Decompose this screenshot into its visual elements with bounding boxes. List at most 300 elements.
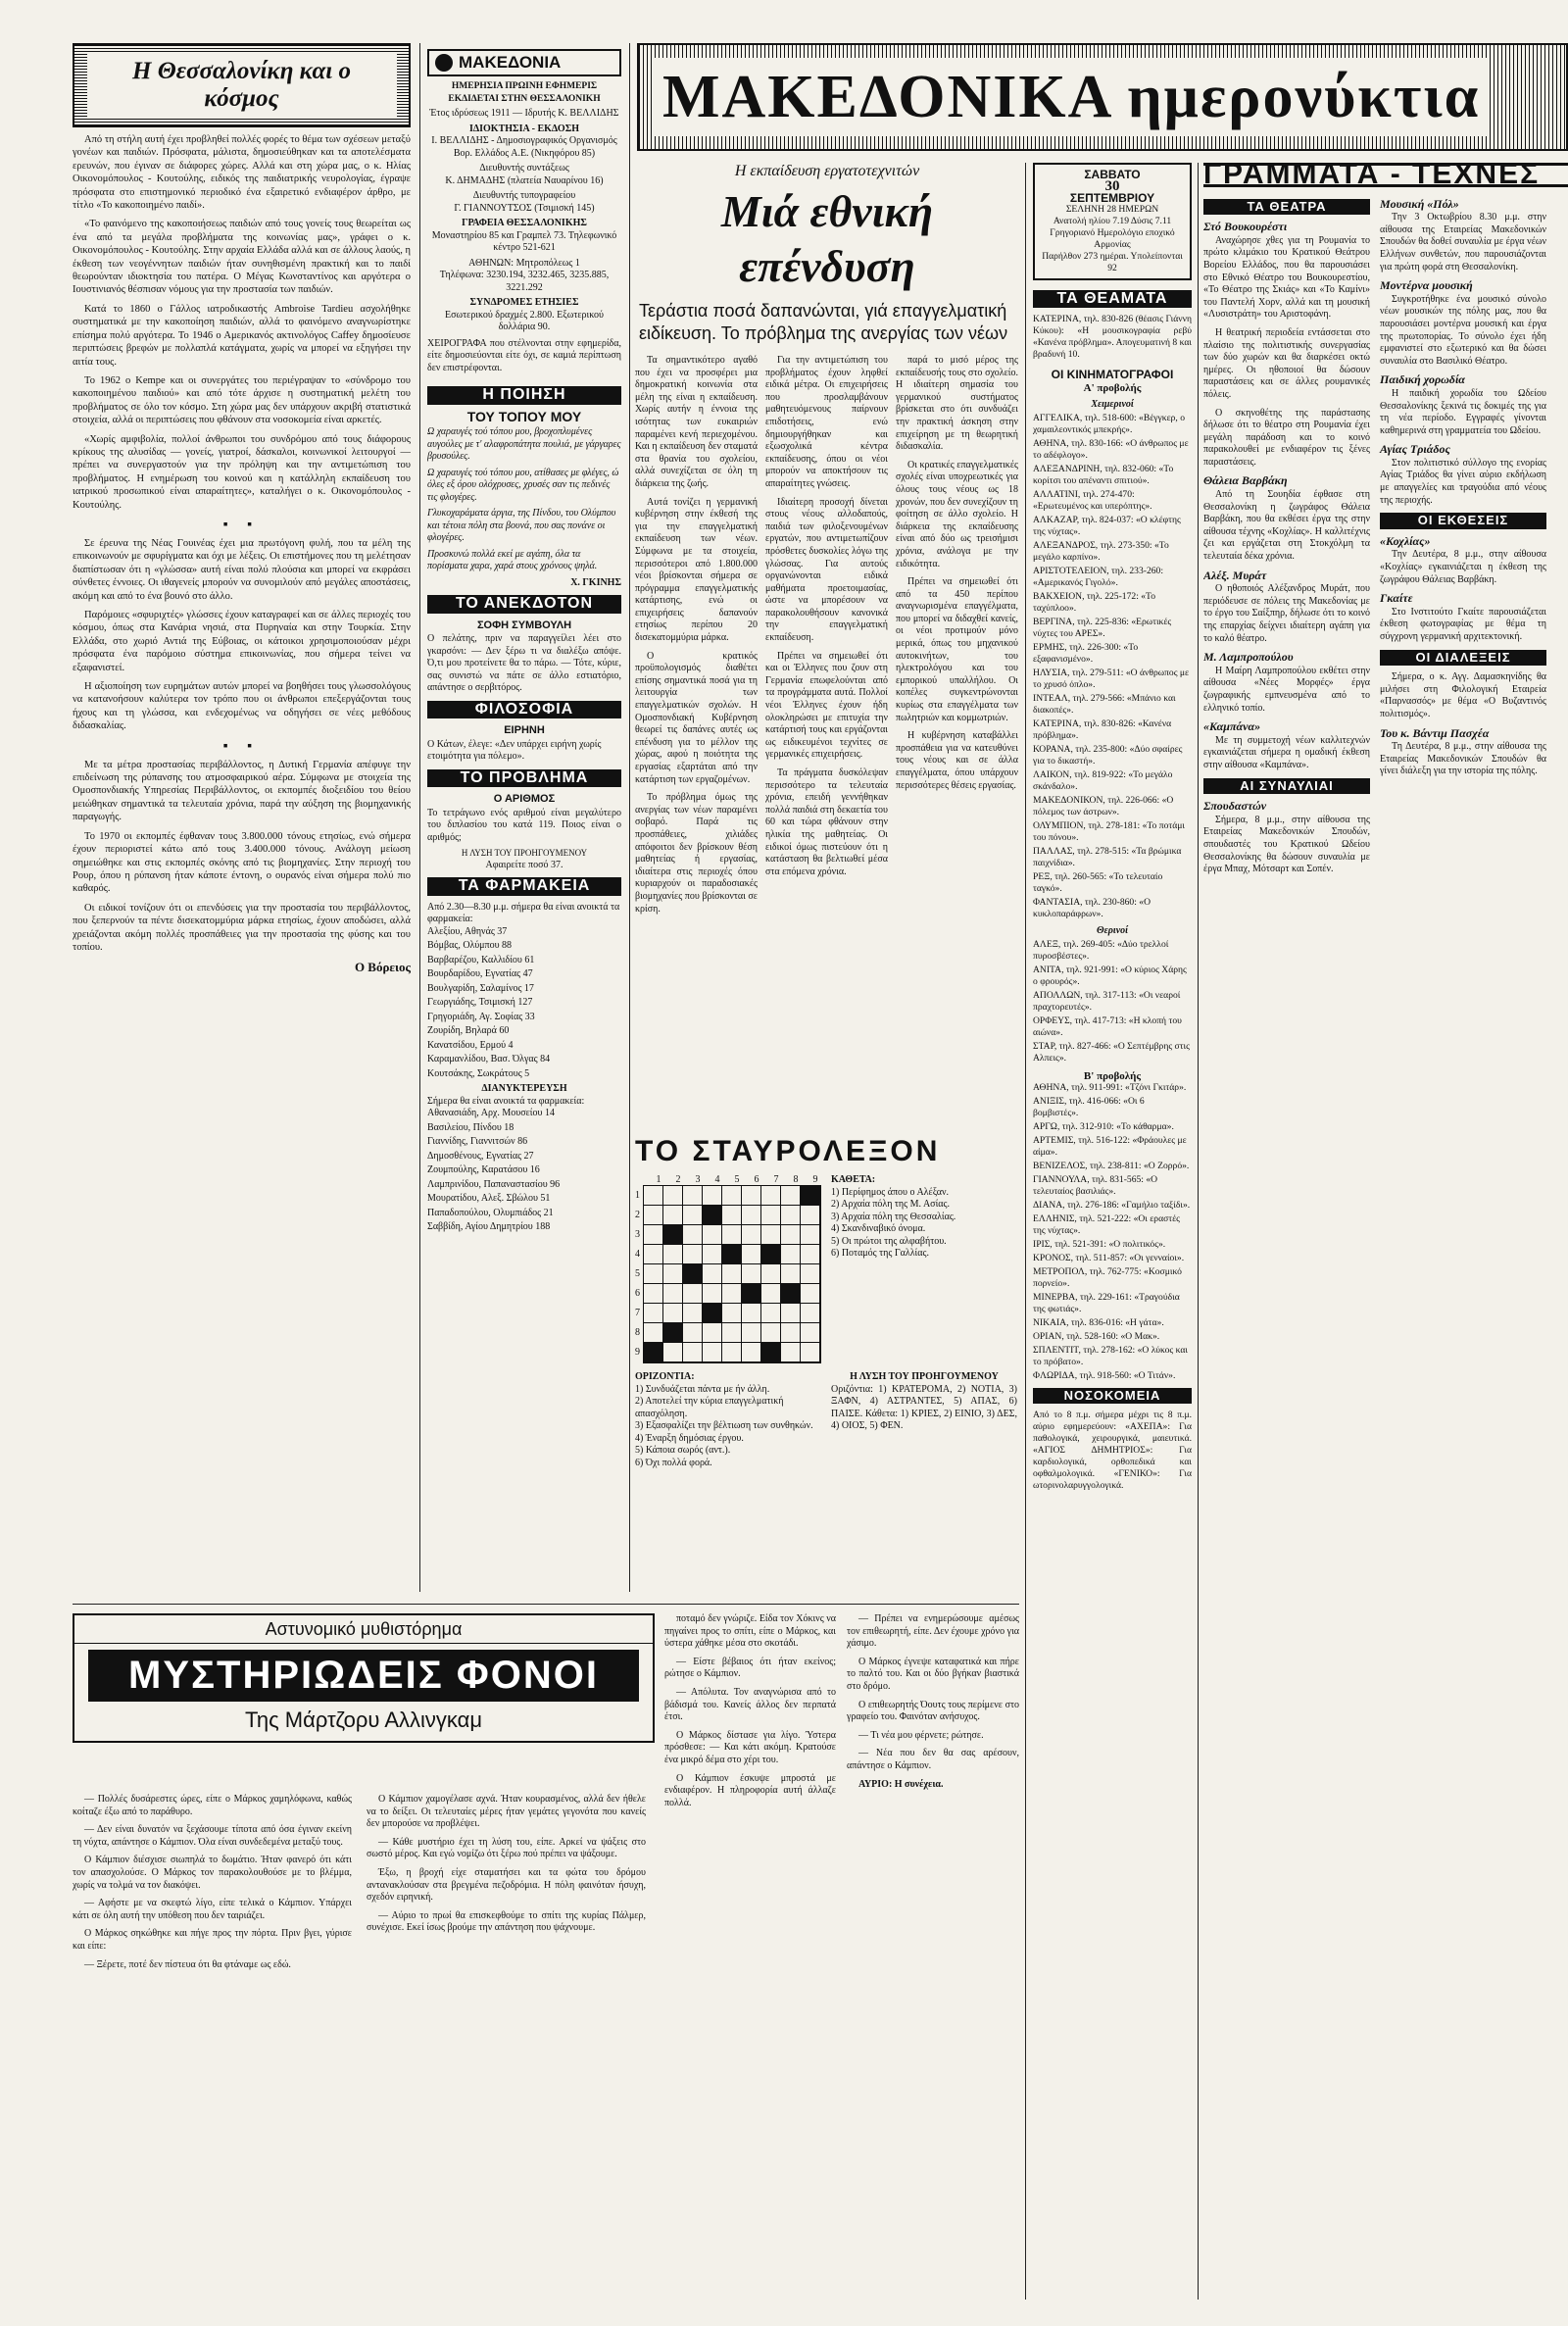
pharmacy-item: Βασιλείου, Πίνδου 18 bbox=[427, 1121, 514, 1133]
date-moon: ΣΕΛΗΝΗ 28 ΗΜΕΡΩΝ bbox=[1065, 204, 1159, 215]
crossword-cell bbox=[742, 1245, 761, 1264]
main-p: Το πρόβλημα όμως της ανεργίας των νέων παραμένει σοβαρό. Παρά τις προσπάθειες, χιλιάδες απόφοιτοι δεν βρίσκουν θέση μαθητείας ή εργασίας, ιδιαίτερα στις περιοχές όπου κυριαρχούν οι παραδοσιακές βιομηχανίες που βρίσκονται σε κρίση. bbox=[635, 792, 758, 915]
crossword-cell bbox=[742, 1323, 761, 1343]
separator-icon: ▪ ▪ bbox=[222, 517, 261, 532]
masthead-logo bbox=[427, 49, 621, 76]
crossword-clue: 3) Εξασφαλίζει την βέλτιωση των συνθηκών. bbox=[635, 1420, 813, 1431]
crossword-cell bbox=[683, 1245, 703, 1264]
left-signature: Ο Βόρειος bbox=[354, 960, 411, 975]
pharmacy-item: Αλεξίου, Αθηνάς 37 bbox=[427, 925, 508, 937]
anecdote-head: ΤΟ ΑΝΕΚΔΟΤΟΝ bbox=[427, 595, 621, 614]
pharmacy-item: Παπαδοπούλου, Ολυμπιάδος 21 bbox=[427, 1207, 554, 1218]
cinema-item: ΕΛΛΗΝΙΣ, τηλ. 521-222: «Οι εραστές της νύχτας». bbox=[1033, 1213, 1180, 1236]
left-article-3 bbox=[73, 759, 411, 955]
main-p: Ιδιαίτερη προσοχή δίνεται στους νέους αλλοδαπούς, παιδιά των φιλοξενουμένων εργατών, που αντιμετωπίζουν πρόσθετες δυσκολίες λόγω της γλώσσας. Για αυτούς οργανώνονται ειδικά μαθήματα προετοιμασίας, ώστε να μπορέσουν να παρακολουθήσουν κανονικά την επαγγελματική εκπαίδευση. bbox=[765, 496, 888, 644]
crossword-cell bbox=[722, 1304, 742, 1323]
serial-p: — Απόλυτα. Τον αναγνώρισα από το βάδισμά του. Κανείς άλλος δεν περπατά έτσι. bbox=[664, 1686, 836, 1723]
serial-p: — Τι νέα μου φέρνετε; ρώτησε. bbox=[858, 1729, 984, 1741]
pharmacies-night-head: ΔΙΑΝΥΚΤΕΡΕΥΣΗ bbox=[481, 1083, 567, 1094]
crossword-row-number: 2 bbox=[635, 1209, 640, 1220]
baldwin-head: Θάλεια Βαρβάκη bbox=[1203, 473, 1288, 488]
crossword-cell bbox=[801, 1225, 820, 1245]
crossword-vertical-head: ΚΑΘΕΤΑ: bbox=[831, 1174, 876, 1185]
cinema-item: ΗΛΥΣΙΑ, τηλ. 279-511: «Ο άνθρωπος με το χρυσό όπλο». bbox=[1033, 668, 1190, 690]
column-rule bbox=[419, 43, 420, 1592]
arts-p: Σήμερα, 8 μ.μ., στην αίθουσα της Εταιρείας Μακεδονικών Σπουδών, σπουδαστές του Κρατικού Ωδείου Θεσσαλονίκης θα δώσουν συναυλία με έργα Μπαχ, Μότσαρτ και Σοπέν. bbox=[1203, 814, 1370, 875]
serial-p: — Κάθε μυστήριο έχει τη λύση του, είπε. Αρκεί να ψάξεις στο σωστό μέρος. Και εγώ νομίζω ότι ξέρω πού πρέπει να ψάξουμε. bbox=[367, 1836, 646, 1860]
crossword-vertical bbox=[831, 1174, 1017, 1363]
arts-p: Στον πολιτιστικό σύλλογο της ενορίας Αγίας Τριάδος θα γίνει αύριο εκδήλωση με απαγγελίες και τραγούδια από νέους της περιοχής. bbox=[1380, 457, 1546, 506]
crossword-cell bbox=[801, 1304, 820, 1323]
arts-p: Τη Δευτέρα, 8 μ.μ., στην αίθουσα της Εταιρείας Μακεδονικών Σπουδών θα γίνει διάλεξη για την ιστορία της πόλης. bbox=[1380, 741, 1546, 777]
winter-cinemas bbox=[1033, 413, 1192, 920]
crossword-grid-wrap bbox=[635, 1174, 821, 1363]
pharmacies-head: ΤΑ ΦΑΡΜΑΚΕΙΑ bbox=[427, 877, 621, 896]
crossword-cell bbox=[644, 1186, 663, 1206]
main-p: Οι κρατικές επαγγελματικές σχολές είναι υποχρεωτικές για όλους τους νέους ως 18 χρονών, που δεν συνεχίζουν τη φοίτηση σε άλλο σχολείο. Η διάρκεια της εκπαίδευσης είναι από δύο ως τρεισήμισι χρόνια, ανάλογα με την ειδικότητα. bbox=[896, 459, 1018, 569]
masthead-athens: Τηλέφωνα: 3230.194, 3232.465, 3235.885, 3221.292 bbox=[439, 270, 610, 293]
main-col-3 bbox=[896, 355, 1018, 921]
left-article-1 bbox=[73, 133, 411, 512]
meetings-sub: Σπουδαστών bbox=[1203, 799, 1267, 814]
serial-p: Ο Μάρκος έγνεψε καταφατικά και πήρε το παλτό του. Και οι δύο βγήκαν βιαστικά στο δρόμο. bbox=[847, 1656, 1019, 1692]
left-article-2 bbox=[73, 537, 411, 733]
arts-p: Από τη Σουηδία έφθασε στη Θεσσαλονίκη η ζωγράφος Θάλεια Βαρβάκη, που θα εκθέσει έργα της στην αίθουσα τέχνης «Κοχλίας». Η καλλιτέχνις ζει και εργάζεται στη Στοκχόλμη τα τελευταία δέκα χρόνια. bbox=[1203, 489, 1370, 563]
crossword-cell bbox=[781, 1245, 801, 1264]
pharmacy-item: Βόμβας, Ολύμπου 88 bbox=[427, 940, 513, 951]
masthead-director-head: Διευθυντής συντάξεως bbox=[479, 163, 569, 173]
crossword-col-number: 8 bbox=[793, 1174, 799, 1185]
left-banner bbox=[73, 43, 411, 127]
crossword-cell bbox=[703, 1206, 722, 1225]
arts-p: Η θεατρική περιοδεία εντάσσεται στο πλαίσιο της πολιτιστικής συνεργασίας των δύο χωρών και θα διαρκέσει οκτώ ημέρες. Οι ηθοποιοί θα δώσουν παραστάσεις και σε άλλες ρουμανικές πόλεις. bbox=[1203, 326, 1370, 400]
cinema-item: ΣΤΑΡ, τηλ. 827-466: «Ο Σεπτέμβρης στις Αλπεις». bbox=[1033, 1041, 1190, 1064]
left-banner-title: Η Θεσσαλονίκη και ο κόσμος bbox=[87, 54, 397, 117]
arts-col-2 bbox=[1380, 193, 1546, 882]
poetry-title: ΤΟΥ ΤΟΠΟΥ ΜΟΥ bbox=[466, 408, 582, 424]
serial-kicker: Αστυνομικό μυθιστόρημα bbox=[74, 1619, 653, 1644]
crossword-solution bbox=[831, 1371, 1017, 1469]
problem-answer: Αφαιρείτε ποσό 37. bbox=[485, 859, 564, 870]
pharmacy-item: Κουτσάκης, Σωκράτους 5 bbox=[427, 1067, 530, 1079]
goethe-head: Γκαίτε bbox=[1380, 591, 1413, 606]
cinema-item: ΑΛΕΞΑΝΔΡΙΝΗ, τηλ. 832-060: «Το κορίτσι του απέναντι σπιτιού». bbox=[1033, 464, 1174, 486]
crossword-cell bbox=[644, 1323, 663, 1343]
crossword-horizontal bbox=[635, 1371, 821, 1469]
main-col-1 bbox=[635, 355, 758, 921]
cinema-item: ΑΠΟΛΛΩΝ, τηλ. 317-113: «Οι νεαροί πραχτορευτές». bbox=[1033, 990, 1181, 1013]
serial-author: Της Μάρτζορυ Αλλινγκαμ bbox=[245, 1707, 482, 1732]
crossword-cell bbox=[663, 1206, 683, 1225]
crossword-clue: 2) Αρχαία πόλη της Μ. Ασίας. bbox=[831, 1199, 950, 1210]
left-p: Με τα μέτρα προστασίας περιβάλλοντος, η Δυτική Γερμανία απέφυγε την επιδείνωση της ρύπανσης του ατμοσφαιρικού αέρα. Σύμφωνα με στοιχεία της Ομοσπονδιακής Υπηρεσίας Περιβάλλοντος, οι εκπομπές διοξειδίου του θείου μειώθηκαν σημαντικά τα τελευταία χρόνια, παρά την αύξηση της βιομηχανικής παραγωγής. bbox=[73, 759, 411, 823]
cinema-item: ΙΝΤΕΑΛ, τηλ. 279-566: «Μπάνιο και διακοπές». bbox=[1033, 693, 1176, 716]
serial-p: — Αφήστε με να σκεφτώ λίγο, είπε τελικά ο Κάμπιον. Υπάρχει κάτι σε όλη αυτή την υπόθεση που δεν ταιριάζει. bbox=[73, 1898, 352, 1921]
serial-p: — Είστε βέβαιος ότι ήταν εκείνος; ρώτησε ο Κάμπιον. bbox=[664, 1656, 836, 1680]
cinema-item: ΜΑΚΕΔΟΝΙΚΟΝ, τηλ. 226-066: «Ο πόλεμος των άστρων». bbox=[1033, 795, 1174, 817]
listings-column bbox=[1033, 163, 1192, 2300]
crossword-cell bbox=[683, 1304, 703, 1323]
crossword-grid bbox=[643, 1185, 821, 1363]
arts-p: Η παιδική χορωδία του Ωδείου Θεσσαλονίκης ξεκινά τις δοκιμές της για τη νέα περίοδο. Εγγραφές γίνονται καθημερινά στη γραμματεία του Ωδείου. bbox=[1380, 387, 1546, 436]
cinema-item: ΑΛΕΞ, τηλ. 269-405: «Δύο τρελλοί πυροσβέστες». bbox=[1033, 939, 1169, 962]
meetings-head: ΑΙ ΣΥΝΑΥΛΙΑΙ bbox=[1203, 778, 1370, 795]
open-air-head: Θερινοί bbox=[1097, 925, 1128, 936]
cinema-item: ΚΡΟΝΟΣ, τηλ. 511-857: «Οι γενναίοι». bbox=[1033, 1253, 1185, 1263]
column-rule bbox=[1198, 163, 1199, 2300]
crossword-cell bbox=[742, 1225, 761, 1245]
cinema-item: ΕΡΜΗΣ, τηλ. 226-300: «Το εξαφανισμένο». bbox=[1033, 642, 1139, 665]
column-rule bbox=[1025, 163, 1026, 2300]
serial-p: — Δεν είναι δυνατόν να ξεχάσουμε τίποτα από όσα έγιναν εκείνη τη νύχτα, απάντησε ο Κάμπιον. Όλα είναι συνδεδεμένα μεταξύ τους. bbox=[73, 1824, 352, 1848]
spectacles-intro: ΚΑΤΕΡΙΝΑ, τηλ. 830-826 (θέασις Γιάννη Κύκου): «Η μουσικογραφία ρεβύ «Κανένα πρόβλημα». Απογευματινή 8 και βραδυνή 10. bbox=[1033, 314, 1192, 360]
cinema-item: ΑΛΚΑΖΑΡ, τηλ. 824-037: «Ο κλέφτης της νύχτας». bbox=[1033, 515, 1181, 537]
cinema-item: ΓΙΑΝΝΟΥΛΑ, τηλ. 831-565: «Ο τελευταίος βασιλιάς». bbox=[1033, 1174, 1158, 1197]
poetry-head: Η ΠΟΙΗΣΗ bbox=[427, 386, 621, 405]
masthead-edition-head: ΙΔΙΟΚΤΗΣΙΑ - ΕΚΔΟΣΗ bbox=[468, 123, 580, 134]
left-p: Από τη στήλη αυτή έχει προβληθεί πολλές φορές το θέμα των σχέσεων μεταξύ γονέων και παιδιών. Πρόσφατα, μάλιστα, δημοσιεύθηκαν και τα αποτελέσματα ερευνών, που έγιναν σε διάφορες χώρες. Αλλά και στη χώρα μας, ο κ. Ηλίας Οικονομόπουλος - Κουτούλης, ειδικός της παιδιατρικής νευρολογίας, έγραψε πρόσφατα στο επιστημονικό περιοδικό ένα εξαιρετικό ενδιαφέρον άρθρο, με τίτλο «Το κακοποιημένο παιδί». bbox=[73, 134, 411, 212]
anecdote-text: Ο πελάτης, πριν να παραγγείλει λέει στο γκαρσόνι: — Δεν ξέρω τι να διαλέξω απόψε. Ό,τι μου προτείνετε θα το πάρω. — Τότε, κύριε, σας συνιστώ να πάτε σε άλλο εστιατόριο, απάντησε ο σερβιτόρος. bbox=[427, 633, 621, 693]
pharmacy-item: Κανατσίδου, Ερμού 4 bbox=[427, 1039, 514, 1051]
cinema-item: ΣΠΛΕΝΤΙΤ, τηλ. 278-162: «Ο λύκος και το πρόβατο». bbox=[1033, 1345, 1188, 1367]
lectures-head: ΟΙ ΔΙΑΛΕΞΕΙΣ bbox=[1380, 650, 1546, 667]
crossword-cell bbox=[703, 1264, 722, 1284]
crossword-clue: 5) Κάποια σωρός (αντ.). bbox=[635, 1445, 731, 1456]
serial-p: — Νέα που δεν θα σας αρέσουν, απάντησε ο Κάμπιον. bbox=[847, 1748, 1019, 1771]
serial-p: Ο Κάμπιον χαμογέλασε αχνά. Ήταν κουρασμένος, αλλά δεν ήθελε να το δείξει. Οι τελευταίες μέρες ήταν γεμάτες γεγονότα που κανείς δεν μπορούσε να προβλέψει. bbox=[367, 1794, 646, 1830]
philosophy-text: Ο Κάτων, έλεγε: «Δεν υπάρχει ειρήνη χωρίς ετοιμότητα για πόλεμο». bbox=[427, 738, 602, 762]
second-run-head: Β' προβολής bbox=[1083, 1070, 1142, 1082]
kampana-head: «Καμπάνα» bbox=[1203, 719, 1261, 734]
left-p: Παρόμοιες «σφυριχτές» γλώσσες έχουν καταγραφεί και σε άλλες περιοχές του κόσμου, όπως στα Κανάρια νησιά, στα Πυρηναία και στην Τουρκία. Στην Ελλάδα, στο χωριό Αντιά της Εύβοιας, οι κάτοικοι χρησιμοποιούσαν μέχρι πρόσφατα ένα παρόμοιο σύστημα επικοινωνίας, που σήμερα τείνει να εξαφανιστεί. bbox=[73, 610, 411, 673]
crossword-clue: 5) Οι πρώτοι της αλφαβήτου. bbox=[831, 1235, 947, 1247]
crossword-cell bbox=[761, 1264, 781, 1284]
crossword-cell bbox=[644, 1284, 663, 1304]
crossword-solution-text: Οριζόντια: 1) ΚΡΑΤΕΡΟΜΑ, 2) ΝΟΤΙΑ, 3) ΞΑΦΝ, 4) ΑΣΤΡΑΝΤΕΣ, 5) ΑΠΑΣ, 6) ΠΑΙΣΕ. Κάθετα: 1) ΚΡΙΕΣ, 2) ΕΙΝΙΟ, 3) ΔΕΣ, 4) ΟΙΟΣ, 5) ΦΕΝ. bbox=[831, 1383, 1017, 1431]
tritos-head: Αγίας Τριάδος bbox=[1380, 442, 1450, 457]
crossword-cell bbox=[781, 1206, 801, 1225]
poetry-stanza: Γλυκοχαράματα άργια, της Πίνδου, του Ολύμπου και τέτοια πόλη στα βουνά, που σας πονάνε οι φλογέρες. bbox=[427, 508, 616, 543]
philosophy-title: ΕΙΡΗΝΗ bbox=[504, 724, 545, 736]
crossword-cell bbox=[703, 1245, 722, 1264]
left-p: «Το φαινόμενο της κακοποιήσεως παιδιών από τους γονείς τους θεωρείται ως ένα από τα μεγάλα προβλήματα της κοινωνίας μας», γράφει ο κ. Οικονομόπουλος - Κουτούλης. Στην αρχαία Ελλάδα αλλά και σε άλλους λαούς, η έκθεση των νεογέννητων παιδιών ήταν συνηθισμένη πρακτική και το παιδί θεωρούνταν ιδιοκτησία του πατέρα. Ο Μέγας Κωνσταντίνος και αργότερα ο Ιουστινιανός θέσπισαν νόμους για την προστασία των παιδιών. bbox=[73, 219, 411, 296]
crossword-cell bbox=[703, 1284, 722, 1304]
date-box bbox=[1033, 163, 1192, 280]
cinema-item: ΑΡΤΕΜΙΣ, τηλ. 516-122: «Φράουλες με αίμα». bbox=[1033, 1135, 1187, 1158]
masthead-publisher: I. ΒΕΛΛΙΔΗΣ - Δημοσιογραφικός Οργανισμός Βορ. Ελλάδος Α.Ε. (Νικηφόρου 85) bbox=[431, 135, 617, 159]
serial-p: Ο Κάμπιον έσκυψε μπροστά με ενδιαφέρον. Η πληροφορία αυτή άλλαζε πολλά. bbox=[664, 1772, 836, 1808]
serial-p: Έξω, η βροχή είχε σταματήσει και τα φώτα του δρόμου αντανακλούσαν στα βρεγμένα πεζοδρόμια. Η πόλη φαινόταν ήσυχη, σχεδόν ειρηνική. bbox=[367, 1866, 646, 1904]
cinema-item: ΑΛΛΑΤΙΝΙ, τηλ. 274-470: «Ερωτευμένος και υπερόπτης». bbox=[1033, 489, 1152, 512]
left-p: Κατά το 1860 ο Γάλλος ιατροδικαστής Ambroise Tardieu ασχολήθηκε συστηματικά με την κακοποίηση παιδιών, αλλά το φαινόμενο αναγνωρίστηκε επίσημα πολύ αργότερα. Το 1946 ο Αμερικανός ακτινολόγος Caffey δημοσίευσε περιπτώσεις βρεφών με πολλαπλά κατάγματα, χωρίς να μπορεί να εξηγήσει την αιτία τους. bbox=[73, 303, 411, 368]
montage-head: Μοντέρνα μουσική bbox=[1380, 278, 1473, 293]
crossword-cell bbox=[644, 1225, 663, 1245]
crossword-col-number: 3 bbox=[695, 1174, 701, 1185]
pharmacy-item: Βουρδαρίδου, Εγνατίας 47 bbox=[427, 968, 533, 979]
crossword-cell bbox=[761, 1225, 781, 1245]
crossword-cell bbox=[644, 1264, 663, 1284]
crossword-solution-head: Η ΛΥΣΗ ΤΟΥ ΠΡΟΗΓΟΥΜΕΝΟΥ bbox=[850, 1371, 999, 1382]
serial-p: — Ξέρετε, ποτέ δεν πίστευα ότι θα φτάναμε ως εδώ. bbox=[84, 1958, 291, 1970]
crossword-cell bbox=[663, 1225, 683, 1245]
lambro-head: Μ. Λαμπροπούλου bbox=[1203, 650, 1294, 665]
left-p: Η αξιοποίηση των ευρημάτων αυτών μπορεί να βοηθήσει τους γλωσσολόγους να κατανοήσουν καλύτερα τον τρόπο που οι άνθρωποι επεξεργάζονται τους ήχους και τη γλώσσα, και ενδεχομένως να οδηγήσει σε νέες μεθόδους διδασκαλίας. bbox=[73, 681, 411, 732]
cinema-item: ΑΝΙΤΑ, τηλ. 921-991: «Ο κύριος Χάρης ο φρουρός». bbox=[1033, 965, 1187, 987]
crossword-cell bbox=[761, 1343, 781, 1362]
crossword-cell bbox=[742, 1304, 761, 1323]
crossword-cell bbox=[722, 1225, 742, 1245]
pharmacy-item: Μουρατίδου, Αλεξ. Σβώλου 51 bbox=[427, 1193, 551, 1204]
crossword-row-number: 9 bbox=[635, 1346, 640, 1358]
arts-p: Ο σκηνοθέτης της παράστασης δήλωσε ότι το θέατρο στη Ρουμανία έχει μεγάλη παράδοση και το κοινό παρακολουθεί με ενδιαφέρον τις ξένες παραστάσεις. bbox=[1203, 407, 1370, 468]
cinema-item: ΑΘΗΝΑ, τηλ. 830-166: «Ο άνθρωπος με το αδέφλογο». bbox=[1033, 438, 1189, 461]
main-p: Η κυβέρνηση καταβάλλει προσπάθεια για να κατευθύνει τους νέους και σε άλλα επαγγέλματα, όπου υπάρχουν περισσότερες θέσεις εργασίας. bbox=[896, 730, 1018, 791]
headline-banner-text: ΜΑΚΕΔΟΝΙΚΑ ημερονύκτια bbox=[653, 58, 1490, 136]
main-deck: Τεράστια ποσά δαπανώνται, γιά επαγγελματική ειδίκευση. Το πρόβλημα της ανεργίας των νέων bbox=[639, 301, 1008, 343]
crossword-cell bbox=[703, 1304, 722, 1323]
column-rule bbox=[629, 43, 630, 1592]
serial-p: ΑΥΡΙΟ: Η συνέχεια. bbox=[858, 1778, 944, 1790]
separator-icon: ▪ ▪ bbox=[222, 738, 261, 754]
cinema-item: ΠΑΛΛΑΣ, τηλ. 278-515: «Τα βρώμικα παιχνίδια». bbox=[1033, 846, 1182, 868]
crossword-cell bbox=[801, 1186, 820, 1206]
crossword-col-number: 4 bbox=[714, 1174, 720, 1185]
masthead-athens-head: ΑΘΗΝΩΝ: Μητροπόλεως 1 bbox=[468, 257, 580, 269]
exhibitions-head: ΟΙ ΕΚΘΕΣΕΙΣ bbox=[1380, 513, 1546, 529]
crossword-cell bbox=[663, 1304, 683, 1323]
main-p: Τα πράγματα δυσκόλεψαν περισσότερο τα τελευταία χρόνια, επειδή γεννήθηκαν πολλά παιδιά στη δεκαετία του 60 και τώρα φθάνουν στην ηλικία της μαθητείας. Οι ειδικοί όμως πιστεύουν ότι η κατάσταση θα βελτιωθεί μέσα στα επόμενα χρόνια. bbox=[765, 767, 888, 877]
crossword-cell bbox=[663, 1284, 683, 1304]
cinema-item: ΙΡΙΣ, τηλ. 521-391: «Ο πολιτικός». bbox=[1033, 1239, 1166, 1250]
pharmacies-night-intro: Σήμερα θα είναι ανοικτά τα φαρμακεία: bbox=[427, 1095, 585, 1107]
kids-head: Παιδική χορωδία bbox=[1380, 372, 1465, 387]
date-days: Παρήλθον 273 ημέραι. Υπολείπονται 92 bbox=[1042, 251, 1183, 273]
crossword-clue: 1) Συνδυάζεται πάντα με ήν άλλη. bbox=[635, 1383, 770, 1395]
crossword-cell bbox=[801, 1323, 820, 1343]
crossword-row-number: 5 bbox=[635, 1267, 640, 1279]
crossword-cell bbox=[781, 1323, 801, 1343]
crossword-cell bbox=[722, 1264, 742, 1284]
crossword-cell bbox=[722, 1343, 742, 1362]
crossword-cell bbox=[722, 1206, 742, 1225]
masthead-printer: Γ. ΓΙΑΝΝΟΥΤΣΟΣ (Τσιμισκή 145) bbox=[454, 202, 595, 214]
main-p: Τα σημαντικότερο αγαθό που έχει να προσφέρει μια δημοκρατική κοινωνία στα μέλη της είναι η εκπαίδευση. Χωρίς αυτήν η έννοια της ισότητας των ευκαιριών παραμένει κενή περιεχομένου. Και η εκπαίδευση δεν σταματά στα θρανία του σχολείου, αλλά συνεχίζεται σε όλη τη διάρκεια της ζωής. bbox=[635, 355, 758, 489]
cinema-item: ΡΕΞ, τηλ. 260-565: «Το τελευταίο ταγκό». bbox=[1033, 871, 1163, 894]
date-number: 30 bbox=[1104, 178, 1120, 194]
crossword-cell bbox=[761, 1304, 781, 1323]
crossword-cell bbox=[722, 1186, 742, 1206]
crossword-cell bbox=[683, 1225, 703, 1245]
crossword-row-number: 8 bbox=[635, 1326, 640, 1338]
crossword-cell bbox=[801, 1264, 820, 1284]
hospitals-text: Από το 8 π.μ. σήμερα μέχρι τις 8 π.μ. αύριο εφημερεύουν: «ΑΧΕΠΑ»: Για παθολογικά, χειρουργικά, μαιευτικά. «ΑΓΙΟΣ ΔΗΜΗΤΡΙΟΣ»: Για καρδιολογικά, ορθοπεδικά και οφθαλμολογικά. «ΓΕΝΙΚΟ»: Για ωτορινολαρυγγολογικά. bbox=[1033, 1410, 1192, 1491]
cinema-item: ΚΑΤΕΡΙΝΑ, τηλ. 830-826: «Κανένα πρόβλημα». bbox=[1033, 718, 1172, 741]
cinema-item: ΦΛΩΡΙΔΑ, τηλ. 918-560: «Ο Τιτάν». bbox=[1033, 1370, 1176, 1381]
masthead-director: Κ. ΔΗΜΑΔΗΣ (πλατεία Ναυαρίνου 16) bbox=[445, 174, 604, 186]
cinema-item: ΑΡΓΩ, τηλ. 312-910: «Το κάθαρμα». bbox=[1033, 1121, 1174, 1132]
serial-p: Ο Κάμπιον διέσχισε σιωπηλά το δωμάτιο. Ήταν φανερό ότι κάτι τον απασχολούσε. Ο Μάρκος τον παρακολουθούσε με το βλέμμα, χωρίς να τολμά να τον διακόψει. bbox=[73, 1855, 352, 1891]
pharmacies-list-a bbox=[427, 926, 621, 1081]
crossword-cell bbox=[722, 1284, 742, 1304]
arts-p: Την 3 Οκτωβρίου 8.30 μ.μ. στην αίθουσα της Εταιρείας Μακεδονικών Σπουδών θα δοθεί συναυλία με έργα νέων Ελλήνων συνθετών, που παρουσιάζονται για πρώτη φορά στη Θεσσαλονίκη. bbox=[1380, 212, 1546, 272]
crossword-cell bbox=[663, 1264, 683, 1284]
philosophy-head: ΦΙΛΟΣΟΦΙΑ bbox=[427, 701, 621, 719]
left-p: Σε έρευνα της Νέας Γουινέας έχει μια πρωτόγονη φυλή, που τα μέλη της επικοινωνούν με σφυρίγματα και όχι με λέξεις. Οι επιστήμονες που τη μελέτησαν διαπίστωσαν ότι η «γλώσσα» αυτή είναι πολύ πλούσια και μπορεί να εκφράσει σύνθετες έννοιες. Οι ιθαγενείς μπορούν να συνομιλούν από μεγάλες αποστάσεις, ακόμη και από το ένα βουνό στο άλλο. bbox=[73, 537, 411, 602]
anecdote-title: ΣΟΦΗ ΣΥΜΒΟΥΛΗ bbox=[476, 619, 572, 631]
cinema-item: ΒΕΡΓΙΝΑ, τηλ. 225-836: «Ερωτικές νύχτες του ΑΡΕΣ». bbox=[1033, 617, 1172, 639]
crossword-row-numbers bbox=[635, 1185, 643, 1363]
cinema-item: ΜΙΝΕΡΒΑ, τηλ. 229-161: «Τραγούδια της φωτιάς». bbox=[1033, 1292, 1180, 1314]
left-p: Το 1970 οι εκπομπές έφθαναν τους 3.800.000 τόνους ετησίως, ενώ σήμερα έχουν περιοριστεί κάτω από τους 3.400.000 τόνους. Ανάλογη μείωση σημειώθηκε και στις εκπομπές σκόνης από τις βιομηχανίες. Στην περιοχή του Ρουρ, όπου η ρύπανση ήταν κάποτε έντονη, ο ουρανός είναι σήμερα πολύ πιο καθαρός. bbox=[73, 830, 411, 895]
crossword-cell bbox=[683, 1284, 703, 1304]
serial-p: Ο Μάρκος σηκώθηκε και πήγε προς την πόρτα. Πριν βγει, γύρισε και είπε: bbox=[73, 1928, 352, 1952]
serial-p: Ο επιθεωρητής Όουτς τους περίμενε στο γραφείο του. Φαινόταν ανήσυχος. bbox=[847, 1699, 1019, 1723]
main-p: Ο κρατικός προϋπολογισμός διαθέτει επίσης σημαντικά ποσά για τη λειτουργία των επαγγελματικών σχολών. Η Ομοσπονδιακή Κυβέρνηση θεωρεί τις δαπάνες αυτές ως επένδυση για το μέλλον της χώρας, αφού η ποιότητα της εργασίας εξαρτάται από την κατάρτιση των εργαζομένων. bbox=[635, 650, 758, 785]
arts-p: Σήμερα, ο κ. Αγγ. Δαμασκηνίδης θα μιλήσει στη Φιλολογική Εταιρεία «Παρνασσός» με θέμα «Ο Βυζαντινός πολιτισμός». bbox=[1380, 671, 1546, 719]
arts-p: Ο ηθοποιός Αλέξανδρος Μυράτ, που περιόδευσε σε πόλεις της Μακεδονίας με το έργο του Σαίξπηρ, δήλωσε ότι το κοινό της επαρχίας δείχνει ιδιαίτερη αγάπη για το καλό θέατρο. bbox=[1203, 583, 1370, 644]
date-sun: Ανατολή ηλίου 7.19 Δύσις 7.11 bbox=[1053, 216, 1172, 226]
pharmacy-item: Αθανασιάδη, Αρχ. Μουσείου 14 bbox=[427, 1108, 555, 1118]
crossword-cell bbox=[722, 1323, 742, 1343]
crossword-cell bbox=[781, 1264, 801, 1284]
serial-title-box bbox=[73, 1613, 655, 1743]
serial-p: — Πολλές δυσάρεστες ώρες, είπε ο Μάρκος χαμηλόφωνα, καθώς κοίταζε έξω από το παράθυρο. bbox=[73, 1794, 352, 1817]
crossword-cell bbox=[801, 1245, 820, 1264]
masthead-founded: Έτος ιδρύσεως 1911 — Ιδρυτής Κ. ΒΕΛΛΙΔΗΣ bbox=[429, 108, 619, 119]
crossword-cell bbox=[644, 1206, 663, 1225]
cinema-item: ΟΛΥΜΠΙΟΝ, τηλ. 278-181: «Το ποτάμι του πόνου». bbox=[1033, 820, 1186, 843]
cinema-item: ΟΡΦΕΥΣ, τηλ. 417-713: «Η κλοπή του αιώνα». bbox=[1033, 1015, 1182, 1038]
main-p: παρά το μισό μέρος της εκπαίδευσής τους στο σχολείο. Η ιδιαίτερη σημασία του γερμανικού συστήματος βρίσκεται στο ότι συνδυάζει την πρακτική άσκηση στην επιχείρηση με τη θεωρητική διδασκαλία. bbox=[896, 355, 1018, 453]
alex-head: Αλέξ. Μυράτ bbox=[1203, 568, 1267, 582]
serial-p: — Αύριο το πρωί θα επισκεφθούμε το σπίτι της κυρίας Πάλμερ, συνέχισε. Εκεί ίσως βρούμε την απάντηση που ψάχνουμε. bbox=[367, 1909, 646, 1934]
logo-icon bbox=[435, 54, 453, 72]
cinema-item: ΛΑΙΚΟΝ, τηλ. 819-922: «Το μεγάλο σκάνδαλο». bbox=[1033, 769, 1173, 792]
crossword-cell bbox=[703, 1323, 722, 1343]
masthead-offices-head: ΓΡΑΦΕΙΑ ΘΕΣΣΑΛΟΝΙΚΗΣ bbox=[462, 218, 587, 228]
headline-banner bbox=[637, 43, 1568, 151]
pharmacy-item: Δημοσθένους, Εγνατίας 27 bbox=[427, 1150, 534, 1162]
crossword-cell bbox=[761, 1206, 781, 1225]
crossword-cell bbox=[683, 1343, 703, 1362]
crossword-cell bbox=[644, 1245, 663, 1264]
crossword-cell bbox=[781, 1225, 801, 1245]
date-calendar: Γρηγοριανό Ημερολόγιο εποχικό Αρμονίας bbox=[1050, 227, 1175, 250]
crossword-cell bbox=[683, 1186, 703, 1206]
crossword-col-number: 5 bbox=[734, 1174, 740, 1185]
crossword-cell bbox=[663, 1245, 683, 1264]
crossword-cell bbox=[761, 1245, 781, 1264]
crossword-col-number: 6 bbox=[754, 1174, 760, 1185]
pharmacy-item: Γιαννίδης, Γιαννιτσών 86 bbox=[427, 1136, 528, 1147]
main-p: Πρέπει να σημειωθεί ότι και οι Έλληνες που ζουν στη Γερμανία επωφελούνται από τα προγράμματα αυτά. Πολλοί νέοι Έλληνες έχουν ήδη ολοκληρώσει με επιτυχία την κατάρτισή τους και εργάζονται ως ειδικευμένοι τεχνίτες σε γερμανικές επιχειρήσεις. bbox=[765, 650, 888, 761]
theaters-head: ΤΑ ΘΕΑΤΡΑ bbox=[1203, 199, 1370, 216]
problem-title: Ο ΑΡΙΘΜΟΣ bbox=[493, 793, 556, 805]
crossword-cell bbox=[663, 1186, 683, 1206]
pharmacy-item: Λαμπρινίδου, Παπαναστασίου 96 bbox=[427, 1178, 561, 1190]
kolias-head: «Κοχλίας» bbox=[1380, 533, 1431, 548]
left-p: «Χωρίς αμφιβολία, πολλοί άνθρωποι του συνδρόμου από τους διάφορους κρίκους της αλυσίδας — γονείς, γιατροί, δάσκαλοι, κοινωνικοί λειτουργοί — πρέπει να συνεργαστούν για την πρόληψη και την αντιμετώπιση του προβλήματος. Η ενημέρωση του κοινού και η κατάλληλη εκπαίδευση του ιατρικού προσωπικού είναι απαραίτητες», καταλήγει ο κ. Οικονομόπουλος - Κουτούλης. bbox=[73, 433, 411, 511]
crossword-cell bbox=[703, 1225, 722, 1245]
main-p: Πρέπει να σημειωθεί ότι από τα 450 περίπου αναγνωρισμένα επαγγέλματα, που μπορεί να διδαχθεί κανείς, οι νέοι προτιμούν μόνο μερικά, όπως του μηχανικού αυτοκινήτων, του ηλεκτρολόγου και του εμπορικού υπαλλήλου. Οι κοπέλες συγκεντρώνονται κυρίως στα επαγγέλματα των πωλητριών και κομμωτριών. bbox=[896, 576, 1018, 723]
serial-col-2 bbox=[367, 1794, 646, 1941]
crossword-cell bbox=[703, 1343, 722, 1362]
crossword-cell bbox=[742, 1186, 761, 1206]
pharmacy-item: Καραμανλίδου, Βασ. Όλγας 84 bbox=[427, 1054, 551, 1064]
crossword-cell bbox=[703, 1186, 722, 1206]
crossword-col-numbers bbox=[649, 1174, 821, 1185]
crossword-clue: 3) Αρχαία πόλη της Θεσσαλίας. bbox=[831, 1211, 956, 1222]
main-p: Για την αντιμετώπιση του προβλήματος έχουν ληφθεί ειδικά μέτρα. Οι επιχειρήσεις που προσλαμβάνουν μαθητευόμενους παίρνουν επιδοτήσεις, ενώ δημιουργήθηκαν και εξωσχολικά κέντρα εκπαίδευσης, όπου οι νέοι μπορούν να αποκτήσουν τις απαραίτητες γνώσεις. bbox=[765, 355, 888, 489]
winter-head: Χειμερινοί bbox=[1091, 399, 1134, 410]
problem-head: ΤΟ ΠΡΟΒΛΗΜΑ bbox=[427, 769, 621, 788]
left-p: Το 1962 ο Kempe και οι συνεργάτες του περιέγραψαν το «σύνδρομο του κακοποιημένου παιδιού» και από τότε άρχισε η συστηματική μελέτη του προβλήματος σε όλο τον κόσμο. Στη χώρα μας δεν υπάρχουν ακριβή στατιστικά στοιχεία, αλλά οι περιπτώσεις που φθάνουν στα νοσοκομεία είναι αρκετές. bbox=[73, 374, 411, 426]
crossword-cell bbox=[742, 1284, 761, 1304]
crossword-cell bbox=[801, 1284, 820, 1304]
cinema-item: ΒΑΚΧΕΙΟΝ, τηλ. 225-172: «Το ταχύπλοο». bbox=[1033, 591, 1156, 614]
crossword-cell bbox=[683, 1264, 703, 1284]
section-rule bbox=[73, 1604, 1019, 1605]
serial-p: Ο Μάρκος δίστασε για λίγο. Ύστερα πρόσθεσε: — Και κάτι ακόμη. Κρατούσε ένα μικρό δέμα στο χέρι του. bbox=[664, 1729, 836, 1765]
left-column bbox=[73, 43, 411, 1592]
main-kicker: Η εκπαίδευση εργατοτεχνιτών bbox=[734, 163, 920, 179]
crossword-cell bbox=[761, 1323, 781, 1343]
cinema-item: ΟΡΙΑΝ, τηλ. 528-160: «Ο Μακ». bbox=[1033, 1331, 1160, 1342]
pharmacy-item: Βουλγαρίδη, Σαλαμίνος 17 bbox=[427, 982, 534, 994]
main-headline: Μιά εθνική επένδυση bbox=[720, 186, 934, 291]
masthead-subs: Εσωτερικού δραχμές 2.800. Εξωτερικού δολλάρια 90. bbox=[445, 309, 604, 332]
arts-p: Στο Ινστιτούτο Γκαίτε παρουσιάζεται έκθεση φωτογραφίας με θέμα τη σύγχρονη γερμανική αρχιτεκτονική. bbox=[1380, 606, 1546, 642]
crossword-row-number: 3 bbox=[635, 1228, 640, 1240]
pharmacy-item: Σαββίδη, Αγίου Δημητρίου 188 bbox=[427, 1221, 551, 1232]
serial-col-1 bbox=[73, 1794, 352, 1977]
poetry-stanza: Ω χαραυγές τού τόπου μου, ατίθασες με φλέγες, ώ όλες εξ όρου ολόχρυσες, χρυσές σαν τις πεδινές τις φλογέρες. bbox=[427, 467, 619, 503]
masthead-offices: Μοναστηρίου 85 και Γραμπελ 73. Τηλεφωνικό κέντρο 521-621 bbox=[431, 229, 617, 253]
arts-p: Με τη συμμετοχή νέων καλλιτεχνών εγκαινιάζεται σήμερα η ομαδική έκθεση στην αίθουσα «Καμπάνα». bbox=[1203, 734, 1370, 770]
crossword-cell bbox=[742, 1206, 761, 1225]
bucharest-head: Στό Βουκουρέστι bbox=[1203, 220, 1288, 234]
arts-p: Συγκροτήθηκε ένα μουσικό σύνολο νέων μουσικών της πόλης μας, που θα παρουσιάσει μοντέρνα μουσική και έργα της πρωτοπορίας. Το σύνολο έχει ήδη εμφανιστεί στο εξωτερικό και θα δώσει συναυλία στο Βασιλικό Θέατρο. bbox=[1380, 293, 1546, 367]
pharmacy-item: Γρηγοριάδη, Αγ. Σοφίας 33 bbox=[427, 1011, 535, 1022]
serial-p: ποταμό δεν γνώριζε. Είδα τον Χόκινς να πηγαίνει προς το σπίτι, είπε ο Μάρκος, και ύστερα χάθηκε μέσα στο σκοτάδι. bbox=[664, 1613, 836, 1650]
crossword-cell bbox=[663, 1323, 683, 1343]
masthead-subs-head: ΣΥΝΔΡΟΜΕΣ ΕΤΗΣΙΕΣ bbox=[469, 297, 579, 308]
crossword-cell bbox=[663, 1343, 683, 1362]
crossword-cell bbox=[742, 1343, 761, 1362]
crossword-cell bbox=[781, 1343, 801, 1362]
crossword-row-number: 7 bbox=[635, 1307, 640, 1318]
first-run-head: Α' προβολής bbox=[1083, 382, 1142, 394]
crossword-col-number: 2 bbox=[675, 1174, 681, 1185]
pharmacies-intro: Από 2.30—8.30 μ.μ. σήμερα θα είναι ανοικτά τα φαρμακεία: bbox=[427, 901, 620, 924]
crossword-clue: 1) Περίφημος άπου ο Αλέξαν. bbox=[831, 1186, 950, 1198]
crossword-cell bbox=[801, 1343, 820, 1362]
arts-column bbox=[1203, 163, 1568, 2300]
masthead-print-head: Διευθυντής τυπογραφείου bbox=[472, 190, 576, 201]
masthead-note: ΧΕΙΡΟΓΡΑΦΑ που στέλνονται στην εφημερίδα, είτε δημοσιεύονται είτε όχι, σε καμιά περίπτωση δεν επιστρέφονται. bbox=[427, 337, 621, 373]
serial-col-3 bbox=[664, 1613, 836, 1815]
crossword-clue: 4) Έναρξη δημόσιας έργου. bbox=[635, 1432, 744, 1444]
pasxeas-head: Του κ. Βάντιμ Πασχέα bbox=[1380, 725, 1490, 740]
main-article bbox=[635, 163, 1019, 1143]
crossword-col-number: 7 bbox=[773, 1174, 779, 1185]
cinema-item: ΑΛΕΞΑΝΔΡΟΣ, τηλ. 273-350: «Το μεγάλο καρπίνο». bbox=[1033, 540, 1169, 563]
crossword-col-number: 9 bbox=[812, 1174, 818, 1185]
cinema-item: ΝΙΚΑΙΑ, τηλ. 836-016: «Η γάτα». bbox=[1033, 1317, 1164, 1328]
arts-p: Την Δευτέρα, 8 μ.μ., στην αίθουσα «Κοχλίας» εγκαινιάζεται η έκθεση της ζωγράφου Θάλειας Βαρβάκη. bbox=[1380, 549, 1546, 585]
crossword-cell bbox=[801, 1206, 820, 1225]
pharmacy-item: Γεωργιάδης, Τσιμισκή 127 bbox=[427, 997, 533, 1008]
